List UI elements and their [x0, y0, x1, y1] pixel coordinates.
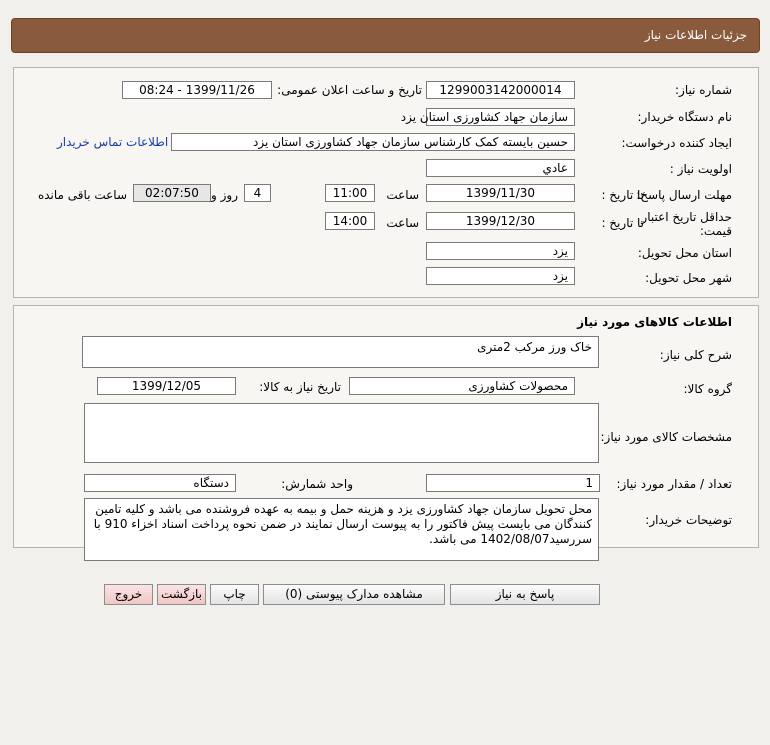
unit-label: واحد شمارش:: [281, 477, 353, 491]
province-label: استان محل تحویل:: [637, 246, 732, 260]
days-remaining-field: 4: [244, 184, 271, 202]
announce-field: 1399/11/26 - 08:24: [122, 81, 272, 99]
page-title: جزئیات اطلاعات نیاز: [644, 28, 747, 42]
need-number-label: شماره نیاز:: [675, 83, 732, 97]
summary-label: شرح کلی نیاز:: [659, 348, 732, 362]
city-label: شهر محل تحویل:: [645, 271, 732, 285]
validity-time-field: 14:00: [325, 212, 375, 230]
deadline-date-field: 1399/11/30: [426, 184, 575, 202]
validity-label-line2: قیمت:: [699, 224, 732, 238]
unit-field: دستگاه: [84, 474, 236, 492]
requester-field: حسین بایسته کمک کارشناس سازمان جهاد کشاورزی استان یزد: [171, 133, 575, 151]
validity-date-field: 1399/12/30: [426, 212, 575, 230]
buyer-notes-label: توضیحات خریدار:: [645, 513, 732, 527]
validity-label-line1: حداقل تاریخ اعتبار: [641, 210, 732, 224]
summary-field: خاک ورز مرکب 2متری: [82, 336, 599, 368]
view-attachments-button[interactable]: مشاهده مدارک پیوستی (0): [263, 584, 445, 605]
back-button[interactable]: بازگشت: [157, 584, 206, 605]
goods-section-title: اطلاعات کالاهای مورد نیاز: [577, 315, 732, 329]
reply-to-need-button[interactable]: پاسخ به نیاز: [450, 584, 600, 605]
province-field: یزد: [426, 242, 575, 260]
remaining-time-field: 02:07:50: [133, 184, 211, 202]
deadline-to-date-label: تا تاریخ :: [601, 188, 644, 202]
deadline-time-field: 11:00: [325, 184, 375, 202]
announce-label: تاریخ و ساعت اعلان عمومی:: [277, 83, 422, 97]
priority-label: اولویت نیاز :: [669, 162, 732, 176]
need-number-field: 1299003142000014: [426, 81, 575, 99]
page-header: [11, 18, 760, 53]
need-date-field: 1399/12/05: [97, 377, 236, 395]
deadline-label: مهلت ارسال پاسخ:: [636, 188, 732, 202]
days-label: روز و: [211, 188, 238, 202]
remaining-time-label: ساعت باقی مانده: [37, 188, 127, 202]
specs-label: مشخصات کالای مورد نیاز:: [600, 430, 732, 444]
contact-buyer-link[interactable]: اطلاعات تماس خریدار: [57, 135, 169, 149]
validity-time-label: ساعت: [386, 216, 419, 230]
specs-field: [84, 403, 599, 463]
need-date-label: تاریخ نیاز به کالا:: [259, 380, 341, 394]
buyer-notes-field: محل تحویل سازمان جهاد کشاورزی یزد و هزینه حمل و بیمه به عهده فروشنده می باشد و کلیه تامین کنندگان می بایست پیش فاکتور را به پیوست ارسال نمایند در ضمن نحوه پرداخت اسناد اخزاء 910 با سررسید1402/08/07 می باشد.: [84, 498, 599, 561]
need-info-panel: [13, 67, 759, 298]
goods-group-field: محصولات کشاورزی: [349, 377, 575, 395]
quantity-field: 1: [426, 474, 600, 492]
goods-group-label: گروه کالا:: [683, 382, 732, 396]
validity-to-date-label: تا تاریخ :: [601, 216, 644, 230]
requester-label: ایجاد کننده درخواست:: [621, 136, 732, 150]
quantity-label: تعداد / مقدار مورد نیاز:: [616, 477, 732, 491]
print-button[interactable]: چاپ: [210, 584, 259, 605]
buyer-org-label: نام دستگاه خریدار:: [637, 110, 732, 124]
buyer-org-field: سازمان جهاد کشاورزی استان یزد: [426, 108, 575, 126]
deadline-time-label: ساعت: [386, 188, 419, 202]
city-field: یزد: [426, 267, 575, 285]
priority-field: عادي: [426, 159, 575, 177]
exit-button[interactable]: خروج: [104, 584, 153, 605]
